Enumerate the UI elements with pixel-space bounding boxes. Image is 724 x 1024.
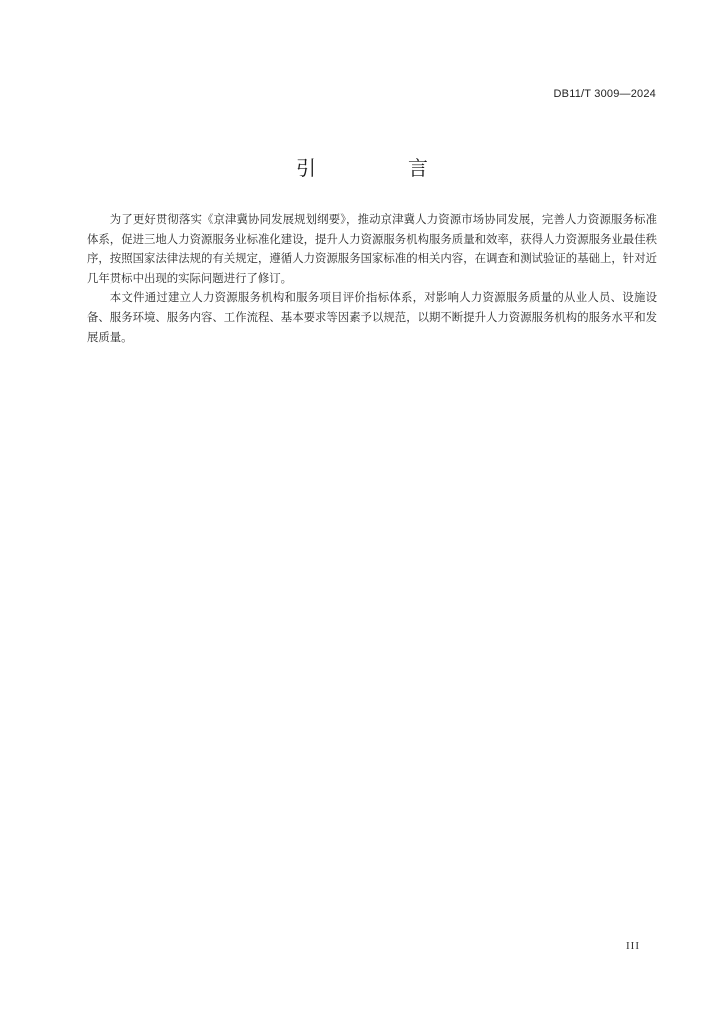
introduction-body [87,210,657,347]
document-code: DB11/T 3009—2024 [553,88,656,100]
paragraph-2: 本文件通过建立人力资源服务机构和服务项目评价指标体系，对影响人力资源服务质量的从业人员、设施设备、服务环境、服务内容、工作流程、基本要求等因素予以规范，以期不断提升人力资源服务机构的服务水平和发展质量。 [87,290,657,344]
paragraph-1: 为了更好贯彻落实《京津冀协同发展规划纲要》，推动京津冀人力资源市场协同发展，完善人力资源服务标准体系，促进三地人力资源服务业标准化建设，提升人力资源服务机构服务质量和效率，获得人力资源服务业最佳秩序，按照国家法律法规的有关规定，遵循人力资源服务国家标准的相关内容，在调查和测试验证的基础上，针对近几年贯标中出现的实际问题进行了修订。 [87,212,657,285]
page-title: 引 言 [296,156,464,180]
page-number: III [626,940,640,952]
